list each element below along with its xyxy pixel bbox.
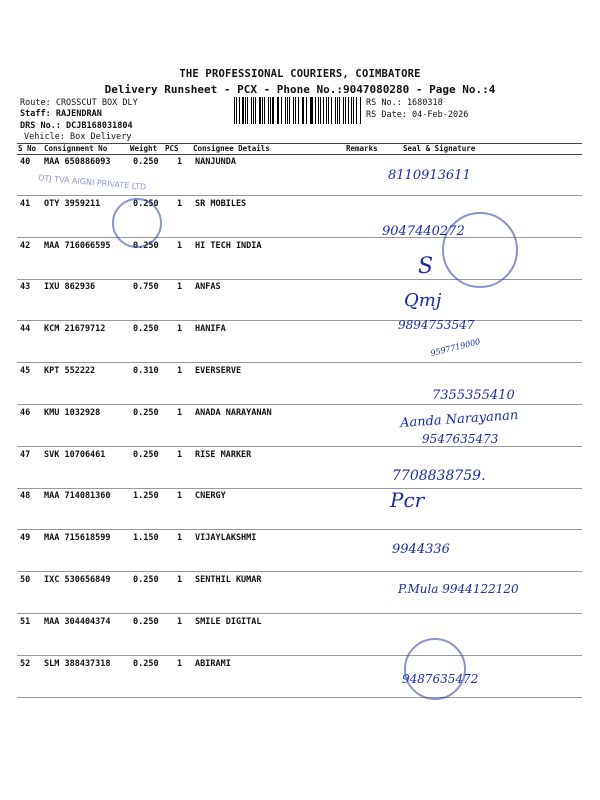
barcode-bar — [311, 97, 313, 124]
row-pcs: 1 — [177, 533, 183, 543]
barcode-bar — [245, 97, 246, 124]
barcode-bar — [251, 97, 252, 124]
row-weight: 1.150 — [133, 533, 159, 543]
barcode-bar — [268, 97, 269, 124]
col-consignment: Consignment No — [44, 144, 108, 153]
row-sno: 41 — [20, 199, 31, 209]
signature-r44-extra: 9597719000 — [429, 336, 482, 359]
row-consignee: CNERGY — [195, 491, 226, 501]
barcode-bar — [360, 97, 361, 124]
barcode-bar — [278, 97, 279, 124]
col-remarks: Remarks — [346, 144, 378, 153]
row-divider — [17, 613, 582, 614]
row-pcs: 1 — [177, 324, 183, 334]
barcode-bar — [339, 97, 340, 124]
row-consignment: MAA 714081360 — [44, 491, 111, 501]
row-divider — [17, 320, 582, 321]
row-pcs: 1 — [177, 199, 183, 209]
row-weight: 1.250 — [133, 491, 159, 501]
row-weight: 0.250 — [133, 199, 159, 209]
row-consignment: SVK 10706461 — [44, 450, 106, 460]
row-divider — [17, 404, 582, 405]
row-weight: 0.250 — [133, 617, 159, 627]
barcode-bar — [345, 97, 346, 124]
row-pcs: 1 — [177, 659, 183, 669]
signature-r46-extra: 9547635473 — [422, 432, 499, 446]
barcode-bar — [259, 97, 261, 124]
signature-r47: 7708838759. — [392, 468, 486, 484]
row-weight: 0.250 — [133, 324, 159, 334]
row-consignee: ANFAS — [195, 282, 221, 292]
row-pcs: 1 — [177, 575, 183, 585]
barcode — [234, 97, 362, 124]
signature-r50: P.Mula 9944122120 — [398, 582, 519, 596]
row-divider — [17, 571, 582, 572]
barcode-bar — [253, 97, 254, 124]
drs-label: DRS No.: DCJB168031804 — [20, 121, 133, 131]
row-sno: 44 — [20, 324, 31, 334]
row-consignment: IXU 862936 — [44, 282, 96, 292]
row-sno: 46 — [20, 408, 31, 418]
row-consignee: ANADA NARAYANAN — [195, 408, 272, 418]
row-consignment: OTY 3959211 — [44, 199, 101, 209]
barcode-bar — [262, 97, 263, 124]
signature-r40: 8110913611 — [388, 168, 471, 183]
barcode-bar — [331, 97, 333, 124]
signature-r42: S — [418, 254, 434, 279]
col-sno: S No — [18, 144, 37, 153]
row-consignment: MAA 716066595 — [44, 241, 111, 251]
signature-r43: Qmj — [404, 290, 442, 311]
barcode-bar — [335, 97, 336, 124]
row-sno: 43 — [20, 282, 31, 292]
barcode-bar — [247, 97, 248, 124]
barcode-bar — [255, 97, 256, 124]
runsheet-subtitle: Delivery Runsheet - PCX - Phone No.:9047080280 - Page No.:4 — [104, 83, 496, 96]
row-sno: 42 — [20, 241, 31, 251]
col-weight: Weight — [130, 144, 158, 153]
signature-r45: 7355355410 — [432, 388, 515, 403]
row-consignee: HANIFA — [195, 324, 226, 334]
barcode-bar — [272, 97, 274, 124]
barcode-bar — [289, 97, 290, 124]
row-consignee: SENTHIL KUMAR — [195, 575, 262, 585]
row-sno: 40 — [20, 157, 31, 167]
row-pcs: 1 — [177, 241, 183, 251]
row-sno: 49 — [20, 533, 31, 543]
row-consignment: KMU 1032928 — [44, 408, 101, 418]
row-consignment: SLM 388437318 — [44, 659, 111, 669]
company-title: THE PROFESSIONAL COURIERS, COIMBATORE — [179, 68, 421, 80]
seal-stamp — [112, 198, 162, 248]
vehicle-label: Vehicle: Box Delivery — [24, 132, 132, 142]
row-sno: 52 — [20, 659, 31, 669]
barcode-bar — [315, 97, 316, 124]
row-consignee: EVERSERVE — [195, 366, 242, 376]
row-consignee: NANJUNDA — [195, 157, 236, 167]
barcode-bar — [234, 97, 235, 124]
barcode-bar — [293, 97, 295, 124]
row-divider — [17, 446, 582, 447]
barcode-bar — [287, 97, 288, 124]
barcode-bar — [298, 97, 299, 124]
row-weight: 0.250 — [133, 157, 159, 167]
signature-r49: 9944336 — [392, 542, 450, 557]
barcode-bar — [285, 97, 286, 124]
barcode-bar — [302, 97, 303, 124]
barcode-bar — [351, 97, 352, 124]
row-weight: 0.250 — [133, 659, 159, 669]
row-divider — [17, 362, 582, 363]
barcode-bar — [306, 97, 307, 124]
row-sno: 47 — [20, 450, 31, 460]
row-consignee: VIJAYLAKSHMI — [195, 533, 257, 543]
row-consignee: ABIRAMI — [195, 659, 231, 669]
col-consignee: Consignee Details — [193, 144, 270, 153]
row-sno: 50 — [20, 575, 31, 585]
row-pcs: 1 — [177, 450, 183, 460]
row-weight: 0.250 — [133, 450, 159, 460]
row-consignee: RISE MARKER — [195, 450, 252, 460]
signature-r44: 9894753547 — [398, 318, 475, 332]
row-divider — [17, 488, 582, 489]
row-pcs: 1 — [177, 617, 183, 627]
barcode-bar — [303, 97, 304, 124]
row-pcs: 1 — [177, 157, 183, 167]
barcode-bar — [270, 97, 271, 124]
row-weight: 0.310 — [133, 366, 159, 376]
route-label: Route: CROSSCUT BOX DLY — [20, 98, 138, 108]
staff-label: Staff: RAJENDRAN — [20, 109, 102, 119]
row-consignment: IXC 530656849 — [44, 575, 111, 585]
col-seal: Seal & Signature — [403, 144, 476, 153]
row-pcs: 1 — [177, 491, 183, 501]
barcode-bar — [353, 97, 355, 124]
row-consignment: MAA 304404374 — [44, 617, 111, 627]
row-consignee: SR MOBILES — [195, 199, 247, 209]
row-divider — [17, 655, 582, 656]
row-consignment: KPT 552222 — [44, 366, 96, 376]
barcode-bar — [348, 97, 349, 124]
barcode-bar — [310, 97, 311, 124]
stamp-text: OTJ TVA AIGNI PRIVATE LTD — [37, 173, 147, 192]
row-weight: 0.750 — [133, 282, 159, 292]
barcode-bar — [343, 97, 344, 124]
barcode-bar — [281, 97, 282, 124]
barcode-bar — [320, 97, 321, 124]
barcode-bar — [295, 97, 296, 124]
row-pcs: 1 — [177, 366, 183, 376]
row-consignment: MAA 715618599 — [44, 533, 111, 543]
barcode-bar — [242, 97, 244, 124]
row-sno: 45 — [20, 366, 31, 376]
row-consignee: HI TECH INDIA — [195, 241, 262, 251]
row-divider — [17, 697, 582, 698]
barcode-bar — [264, 97, 265, 124]
row-consignment: KCM 21679712 — [44, 324, 106, 334]
header-bottom-rule — [17, 154, 582, 155]
row-pcs: 1 — [177, 408, 183, 418]
row-consignment: MAA 650886093 — [44, 157, 111, 167]
row-sno: 48 — [20, 491, 31, 501]
row-pcs: 1 — [177, 282, 183, 292]
row-consignee: SMILE DIGITAL — [195, 617, 262, 627]
barcode-bar — [236, 97, 237, 124]
barcode-bar — [356, 97, 357, 124]
barcode-bar — [318, 97, 319, 124]
rs-date: RS Date: 04-Feb-2026 — [366, 110, 469, 120]
signature-r41: 9047440272 — [382, 224, 465, 239]
signature-r46: Aanda Narayanan — [399, 407, 519, 432]
rs-number: RS No.: 1680318 — [366, 98, 443, 108]
row-sno: 51 — [20, 617, 31, 627]
row-weight: 0.250 — [133, 408, 159, 418]
row-divider — [17, 529, 582, 530]
barcode-bar — [323, 97, 324, 124]
barcode-bar — [239, 97, 240, 124]
col-pcs: PCS — [165, 144, 179, 153]
barcode-bar — [328, 97, 329, 124]
signature-r48: Pcr — [390, 488, 425, 512]
row-weight: 0.250 — [133, 575, 159, 585]
barcode-bar — [337, 97, 338, 124]
row-divider — [17, 195, 582, 196]
signature-r52: 9487635472 — [402, 672, 479, 686]
barcode-bar — [277, 97, 278, 124]
seal-stamp — [404, 638, 466, 700]
row-weight: 0.250 — [133, 241, 159, 251]
barcode-bar — [326, 97, 327, 124]
